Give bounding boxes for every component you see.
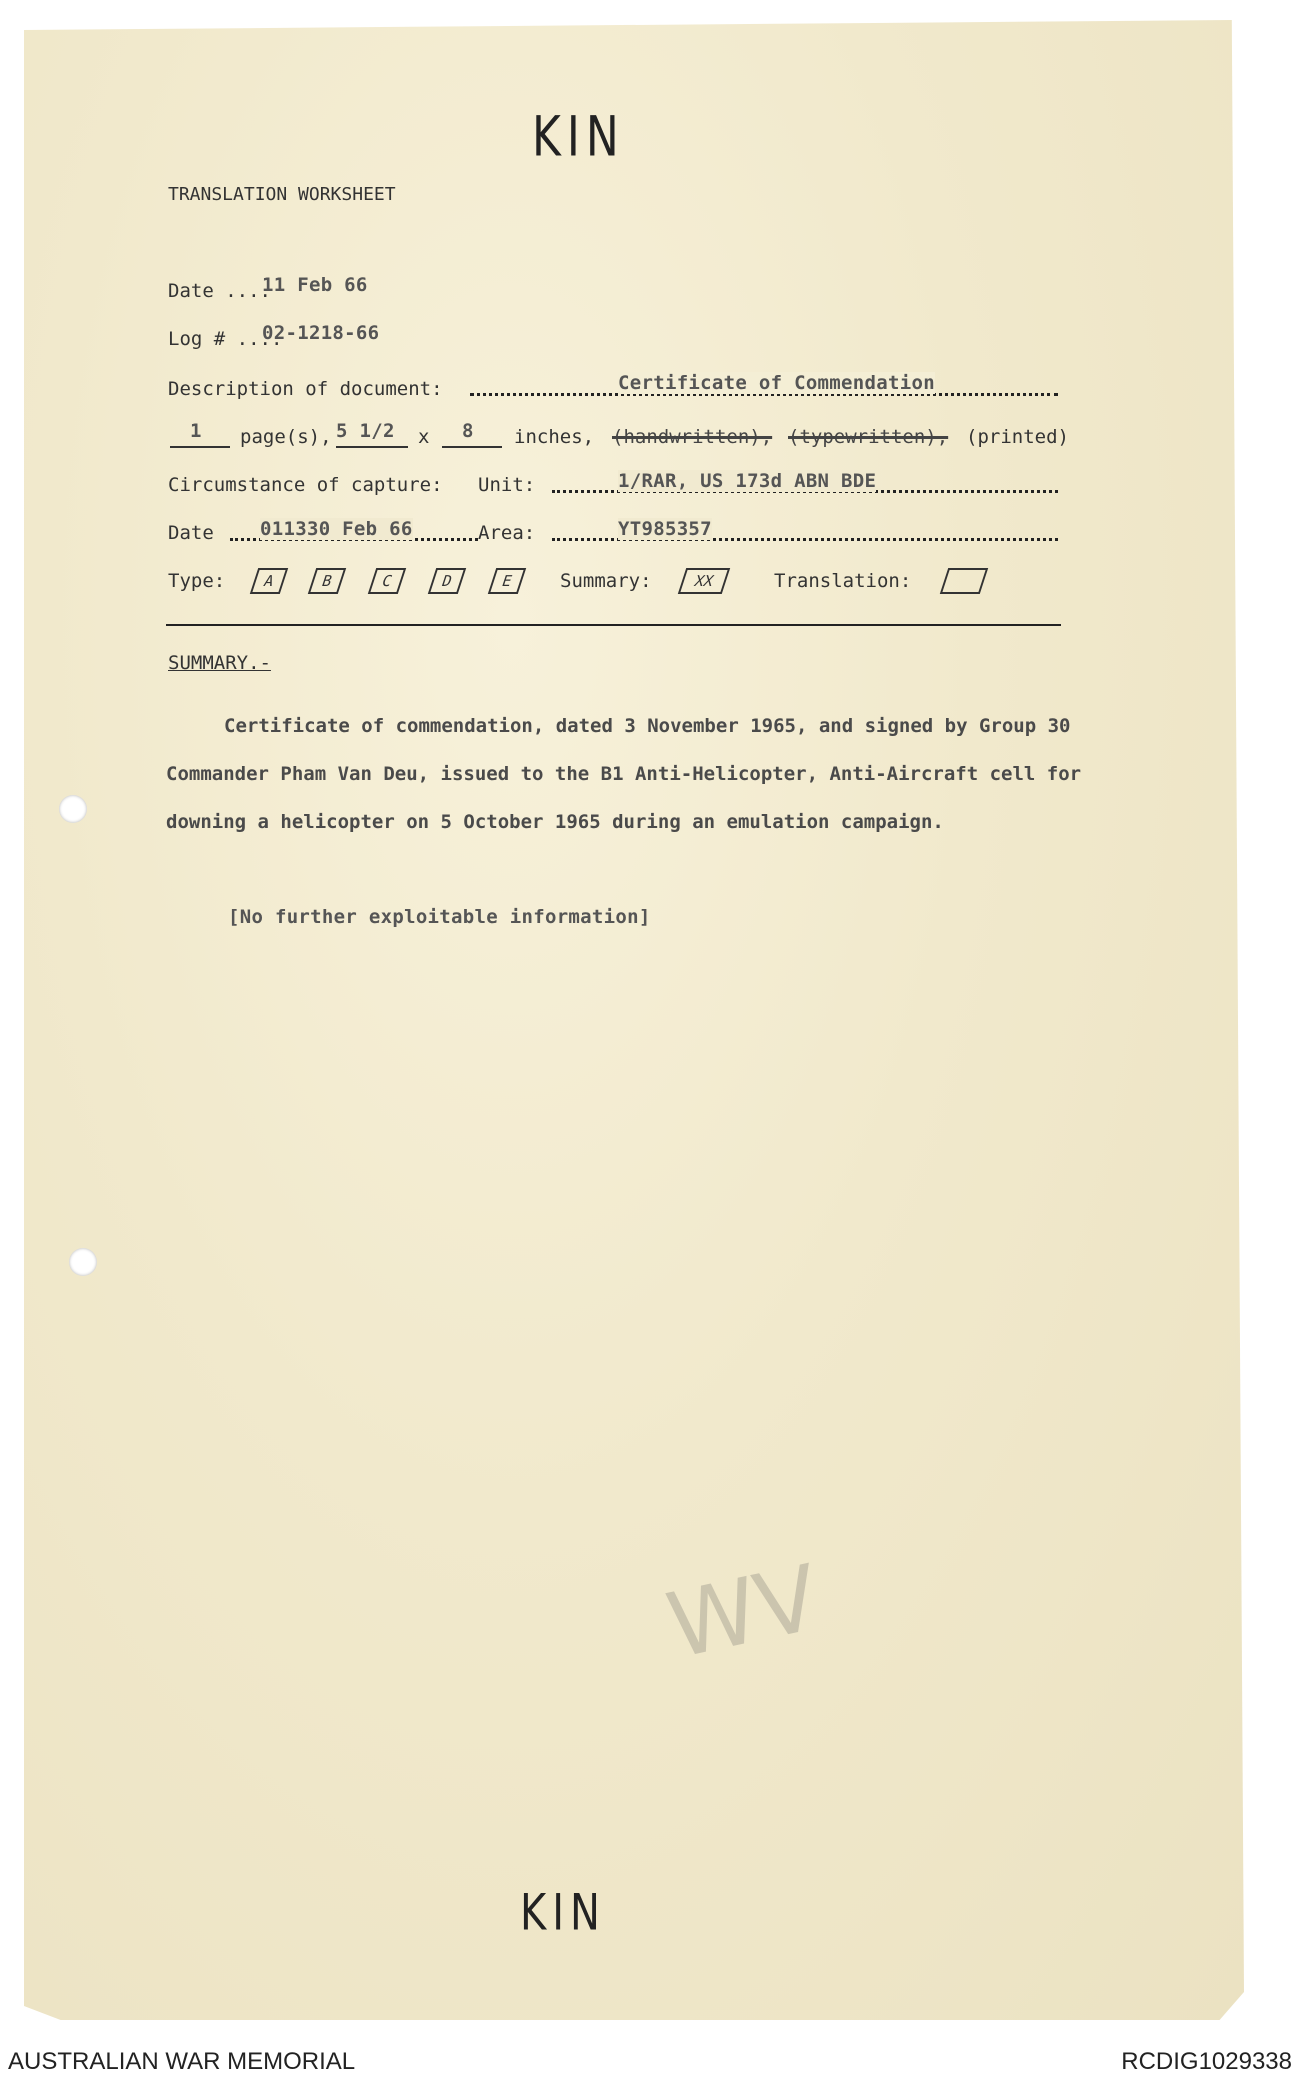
area-value: YT985357 bbox=[618, 518, 712, 540]
document-page bbox=[24, 20, 1244, 2020]
translation-field-label: Translation: bbox=[774, 570, 912, 592]
area-label: Area: bbox=[478, 522, 536, 544]
punch-hole-bottom bbox=[69, 1248, 97, 1276]
faint-pencil-mark: WV bbox=[658, 1545, 828, 1680]
capture-date-value: 011330 Feb 66 bbox=[260, 518, 413, 540]
page-height-underline bbox=[442, 446, 502, 448]
dimension-x: x bbox=[418, 426, 430, 448]
page-width-underline bbox=[336, 446, 408, 448]
summary-heading: SUMMARY.- bbox=[168, 652, 271, 674]
handwritten-option: (handwritten), bbox=[612, 426, 773, 448]
summary-box: XX bbox=[678, 568, 730, 594]
handwritten-code-top: KIN bbox=[532, 105, 625, 170]
circumstance-label: Circumstance of capture: bbox=[168, 474, 443, 496]
punch-hole-top bbox=[59, 795, 87, 823]
type-label: Type: bbox=[168, 570, 226, 592]
page-height: 8 bbox=[462, 420, 474, 442]
type-box-e: E bbox=[488, 568, 526, 594]
log-value: 02-1218-66 bbox=[262, 322, 380, 344]
translation-box bbox=[940, 568, 988, 594]
inches-label: inches, bbox=[514, 426, 595, 448]
log-label: Log # .... bbox=[168, 328, 283, 350]
page-width: 5 1/2 bbox=[336, 420, 395, 442]
type-box-b: B bbox=[308, 568, 346, 594]
type-box-a: A bbox=[250, 568, 288, 594]
handwritten-code-bottom: KIN bbox=[520, 1884, 606, 1942]
footer-left: AUSTRALIAN WAR MEMORIAL bbox=[8, 2048, 356, 2075]
horizontal-rule bbox=[166, 624, 1061, 626]
description-value: Certificate of Commendation bbox=[618, 372, 935, 394]
date-value: 11 Feb 66 bbox=[262, 274, 368, 296]
type-box-c: C bbox=[368, 568, 406, 594]
type-box-d: D bbox=[428, 568, 466, 594]
unit-label: Unit: bbox=[478, 474, 536, 496]
page-count-underline bbox=[170, 446, 230, 448]
unit-value: 1/RAR, US 173d ABN BDE bbox=[618, 470, 877, 492]
no-further-info: [No further exploitable information] bbox=[228, 906, 651, 928]
pages-label: page(s), bbox=[240, 426, 332, 448]
page-title: TRANSLATION WORKSHEET bbox=[168, 184, 396, 205]
typewritten-option: (typewritten), bbox=[788, 426, 949, 448]
page-count: 1 bbox=[190, 420, 202, 442]
summary-field-label: Summary: bbox=[560, 570, 652, 592]
summary-paragraph: Certificate of commendation, dated 3 November 1965, and signed by Group 30 Commander Pham Van Deu, issued to the B1 Anti-Helicopter, Anti-Aircraft cell for downing a helicopter on 5 October 1965 during an emulation campaign. bbox=[166, 715, 1082, 833]
description-label: Description of document: bbox=[168, 378, 443, 400]
date-label: Date .... bbox=[168, 280, 271, 302]
capture-date-label: Date bbox=[168, 522, 214, 544]
printed-option: (printed) bbox=[966, 426, 1069, 448]
footer-right: RCDIG1029338 bbox=[1121, 2048, 1292, 2075]
